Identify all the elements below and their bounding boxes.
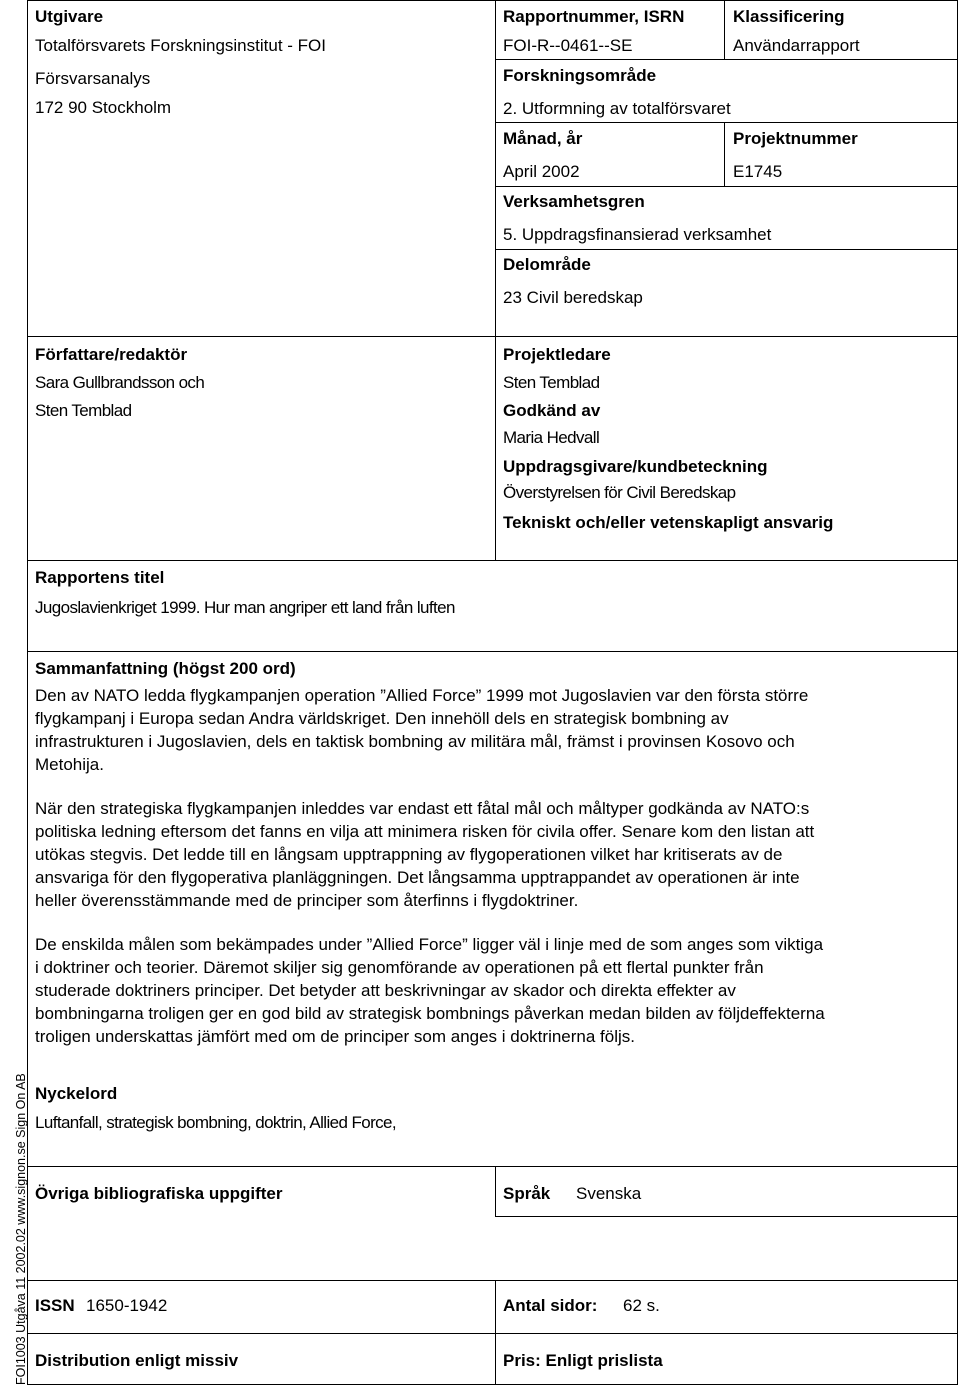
summary-line: troligen underskattas jämfört med om de principer som anges i doktrinerna följs. [35,1027,636,1046]
divider [27,651,958,652]
summary-line: När den strategiska flygkampanjen inleddes var endast ett fåtal mål och måltyper godkända av NATO:s [35,799,810,818]
divider [27,560,958,561]
publisher-line: 172 90 Stockholm [35,98,172,117]
approved-by-value: Maria Hedvall [503,428,600,447]
summary-paragraph [35,933,950,1048]
research-area-heading: Forskningsområde [503,66,657,85]
divider [27,336,958,337]
summary-line: studerade doktriners principer. Det betyder att beskrivningar av skador och direkta effekter av [35,981,736,1000]
summary-paragraph [35,684,950,776]
pages-value: 62 s. [623,1296,660,1315]
publisher-line: Försvarsanalys [35,69,151,88]
project-number-value: E1745 [733,162,783,181]
sub-area-value: 23 Civil beredskap [503,288,643,307]
publisher-line: Totalförsvarets Forskningsinstitut - FOI [35,36,326,55]
form-code-side-text: FOI1003 Utgåva 11 2002.02 www.signon.se Sign On AB [14,1073,28,1385]
price-heading: Pris: Enligt prislista [503,1351,663,1370]
distribution-heading: Distribution enligt missiv [35,1351,239,1370]
divider [495,249,958,250]
language-heading: Språk [503,1184,551,1203]
summary-line: flygkampanj i Europa sedan Andra världskriget. Den innehöll dels en strategisk bombning av [35,709,729,728]
summary-line: heller överensstämmande med de principer som återfinns i flygdoktriner. [35,891,579,910]
research-area-value: 2. Utformning av totalförsvaret [503,99,731,118]
report-number-heading: Rapportnummer, ISRN [503,7,685,26]
technical-responsible-heading: Tekniskt och/eller vetenskapligt ansvarig [503,513,834,532]
issn-heading: ISSN [35,1296,75,1315]
classification-value: Användarrapport [733,36,860,55]
divider [495,122,958,123]
divider [495,59,958,60]
divider [495,1216,958,1217]
summary-line: Metohija. [35,755,104,774]
classification-heading: Klassificering [733,7,845,26]
divider [27,1333,958,1334]
keywords-value: Luftanfall, strategisk bombning, doktrin, Allied Force, [35,1113,397,1132]
month-year-heading: Månad, år [503,129,583,148]
summary-line: De enskilda målen som bekämpades under ”Allied Force” ligger väl i linje med de som anges som viktiga [35,935,824,954]
summary-line: politiska ledning eftersom det fanns en vilja att minimera risken för civila offer. Senare kom den listan att [35,822,815,841]
summary-paragraph [35,797,950,912]
report-title-heading: Rapportens titel [35,568,165,587]
project-lead-heading: Projektledare [503,345,611,364]
divider [495,1280,496,1385]
summary-heading: Sammanfattning (högst 200 ord) [35,659,296,678]
author-line: Sara Gullbrandsson och [35,373,205,392]
summary-line: i doktriner och teorier. Däremot skiljer sig genomförande av operationen på ett flertal punkter från [35,958,764,977]
summary-line: bombningarna troligen ger en god bild av strategisk bombnings påverkan medan bilden av följdeffekterna [35,1004,825,1023]
business-branch-value: 5. Uppdragsfinansierad verksamhet [503,225,772,244]
summary-line: Den av NATO ledda flygkampanjen operation ”Allied Force” 1999 mot Jugoslavien var den första större [35,686,809,705]
approved-by-heading: Godkänd av [503,401,601,420]
sub-area-heading: Delområde [503,255,591,274]
client-heading: Uppdragsgivare/kundbeteckning [503,457,768,476]
divider [724,122,725,186]
divider [495,186,958,187]
client-value: Överstyrelsen för Civil Beredskap [503,483,736,502]
other-bib-heading: Övriga bibliografiska uppgifter [35,1184,283,1203]
report-number-value: FOI-R--0461--SE [503,36,633,55]
project-lead-value: Sten Temblad [503,373,600,392]
summary-line: ansvariga för den flygoperativa planläggningen. Det långsamma upptrappandet av operationen är inte [35,868,800,887]
issn-value: 1650-1942 [86,1296,168,1315]
summary-line: utökas stegvis. Det ledde till en långsam upptrappning av flygoperationen vilket har kritiserats av de [35,845,783,864]
summary-line: infrastrukturen i Jugoslavien, dels en taktisk bombning av militära mål, främst i provinsen Kosovo och [35,732,795,751]
divider [495,1166,496,1216]
divider [27,1166,958,1167]
month-year-value: April 2002 [503,162,580,181]
divider [27,1280,958,1281]
business-branch-heading: Verksamhetsgren [503,192,645,211]
publisher-heading: Utgivare [35,7,104,26]
language-value: Svenska [576,1184,642,1203]
pages-heading: Antal sidor: [503,1296,598,1315]
keywords-heading: Nyckelord [35,1084,118,1103]
divider [724,0,725,59]
divider [495,0,496,560]
author-line: Sten Temblad [35,401,132,420]
project-number-heading: Projektnummer [733,129,858,148]
author-heading: Författare/redaktör [35,345,188,364]
report-title-value: Jugoslavienkriget 1999. Hur man angriper ett land från luften [35,598,455,617]
